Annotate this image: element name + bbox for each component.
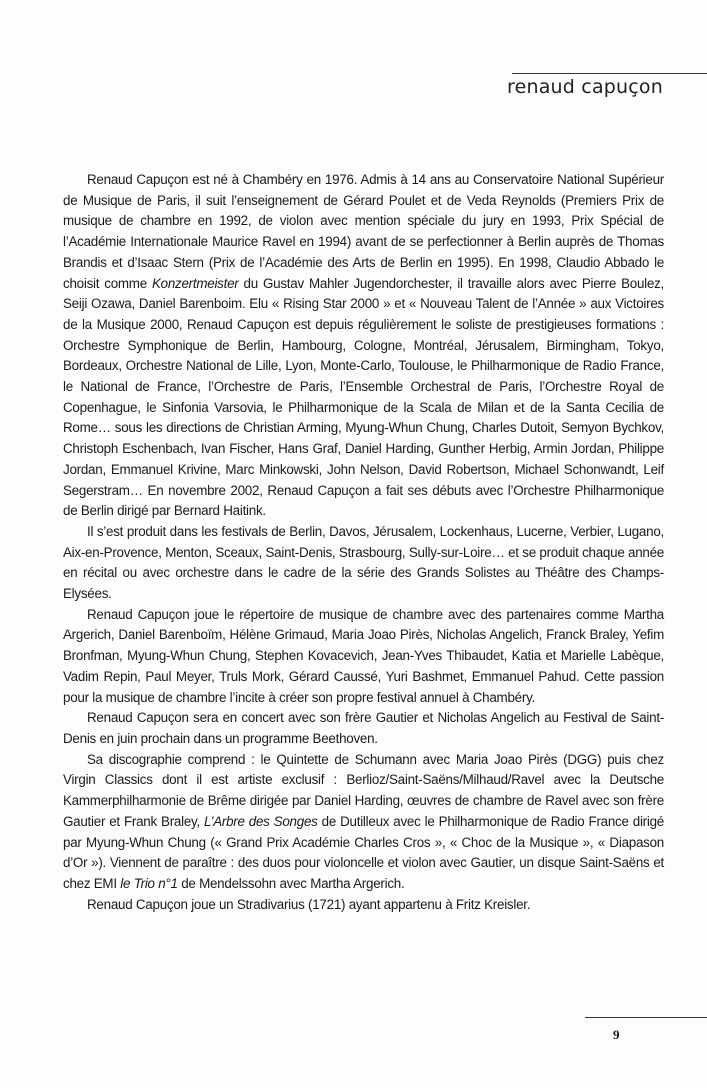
text-run: de Dutilleux avec le Philharmonique de Radio France dirigé par Myung-Whun Chung (« Grand Prix Académie Charles Cros », « Choc de la Musique », « Diapason d’Or »). Viennent de paraître : des duos pour violoncelle et violon avec Gautier, un disque Saint-Saëns et chez EMI [63,813,665,891]
text-run: Renaud Capuçon est né à Chambéry en 1976. Admis à 14 ans au Conservatoire National Supérieur de Musique de Paris, il suit l’enseignement de Gérard Poulet et de Veda Reynolds (Premiers Prix de musique de chambre en 1992, de violon avec mention spéciale du jury en 1993, Prix Spécial de l’Académie Internationale Maurice Ravel en 1994) avant de se perfectionner à Berlin auprès de Thomas Brandis et d’Isaac Stern (Prix de l’Académie des Arts de Berlin en 1995). En 1998, Claudio Abbado le choisit comme [63,172,664,291]
paragraph [63,522,664,605]
text-run: de Mendelssohn avec Martha Argerich. [177,875,405,891]
paragraph [63,170,664,522]
text-run: Renaud Capuçon sera en concert avec son frère Gautier et Nicholas Angelich au Festival de Saint-Denis en juin prochain dans un programme Beethoven. [63,710,664,746]
italic-title: Konzertmeister [151,275,239,291]
paragraph [63,708,664,749]
text-run: Il s’est produit dans les festivals de Berlin, Davos, Jérusalem, Lockenhaus, Lucerne, Verbier, Lugano, Aix-en-Provence, Menton, Sceaux, Saint-Denis, Strasbourg, Sully-sur-Loire… et se produit chaque année en récital ou avec orchestre dans le cadre de la série des Grands Solistes au Théâtre des Champs-Elysées. [63,523,664,602]
paragraph [63,750,664,895]
footer-rule [585,1017,707,1018]
paragraph [63,605,664,709]
paragraph [63,895,664,916]
text-run: du Gustav Mahler Jugendorchester, il travaille alors avec Pierre Boulez, Seiji Ozawa, Daniel Barenboim. Elu « Rising Star 2000 » et « Nouveau Talent de l’Année » aux Victoires de la Musique 2000, Renaud Capuçon est depuis régulièrement le soliste de prestigieuses formations : Orchestre Symphonique de Berlin, Hambourg, Cologne, Montréal, Jérusalem, Birmingham, Tokyo, Bordeaux, Orchestre National de Lille, Lyon, Monte-Carlo, Toulouse, le Philharmonique de Radio France, le National de France, l’Orchestre de Paris, l’Ensemble Orchestral de Paris, l’Orchestre Royal de Copenhague, le Sinfonia Varsovia, le Philharmonique de la Scala de Milan et de la Santa Cecilia de Rome… sous les directions de Christian Arming, Myung-Whun Chung, Charles Dutoit, Semyon Bychkov, Christoph Eschenbach, Ivan Fischer, Hans Graf, Daniel Harding, Gunther Herbig, Armin Jordan, Philippe Jordan, Emmanuel Krivine, Marc Minkowski, John Nelson, David Robertson, Michael Schonwandt, Leif Segerstram… En novembre 2002, Renaud Capuçon a fait ses débuts avec l’Orchestre Philharmonique de Berlin dirigé par Bernard Haitink. [63,275,664,519]
text-run: Sa discographie comprend : le Quintette de Schumann avec Maria Joao Pirès (DGG) puis chez Virgin Classics dont il est artiste exclusif : Berlioz/Saint-Saëns/Milhaud/Ravel avec la Deutsche Kammerphilharmonie de Brême dirigée par Daniel Harding, œuvres de chambre de Ravel avec son frère Gautier et Frank Braley, [63,751,664,829]
header-rule [512,73,707,74]
text-run: Renaud Capuçon joue le répertoire de musique de chambre avec des partenaires comme Martha Argerich, Daniel Barenboïm, Hélène Grimaud, Maria Joao Pirès, Nicholas Angelich, Franck Braley, Yefim Bronfman, Myung-Whun Chung, Stephen Kovacevich, Jean-Yves Thibaudet, Katia et Marielle Labèque, Vadim Repin, Paul Meyer, Truls Mork, Gérard Caussé, Yuri Bashmet, Emmanuel Pahud. Cette passion pour la musique de chambre l’incite à créer son propre festival annuel à Chambéry. [63,606,664,705]
page-header-title: renaud capuçon [506,76,663,98]
italic-title: le Trio n°1 [120,875,178,891]
text-run: Renaud Capuçon joue un Stradivarius (1721) ayant appartenu à Fritz Kreisler. [87,896,531,912]
italic-title: L’Arbre des Songes [204,813,318,829]
biography-text [63,170,664,915]
page-number: 9 [613,1027,620,1042]
